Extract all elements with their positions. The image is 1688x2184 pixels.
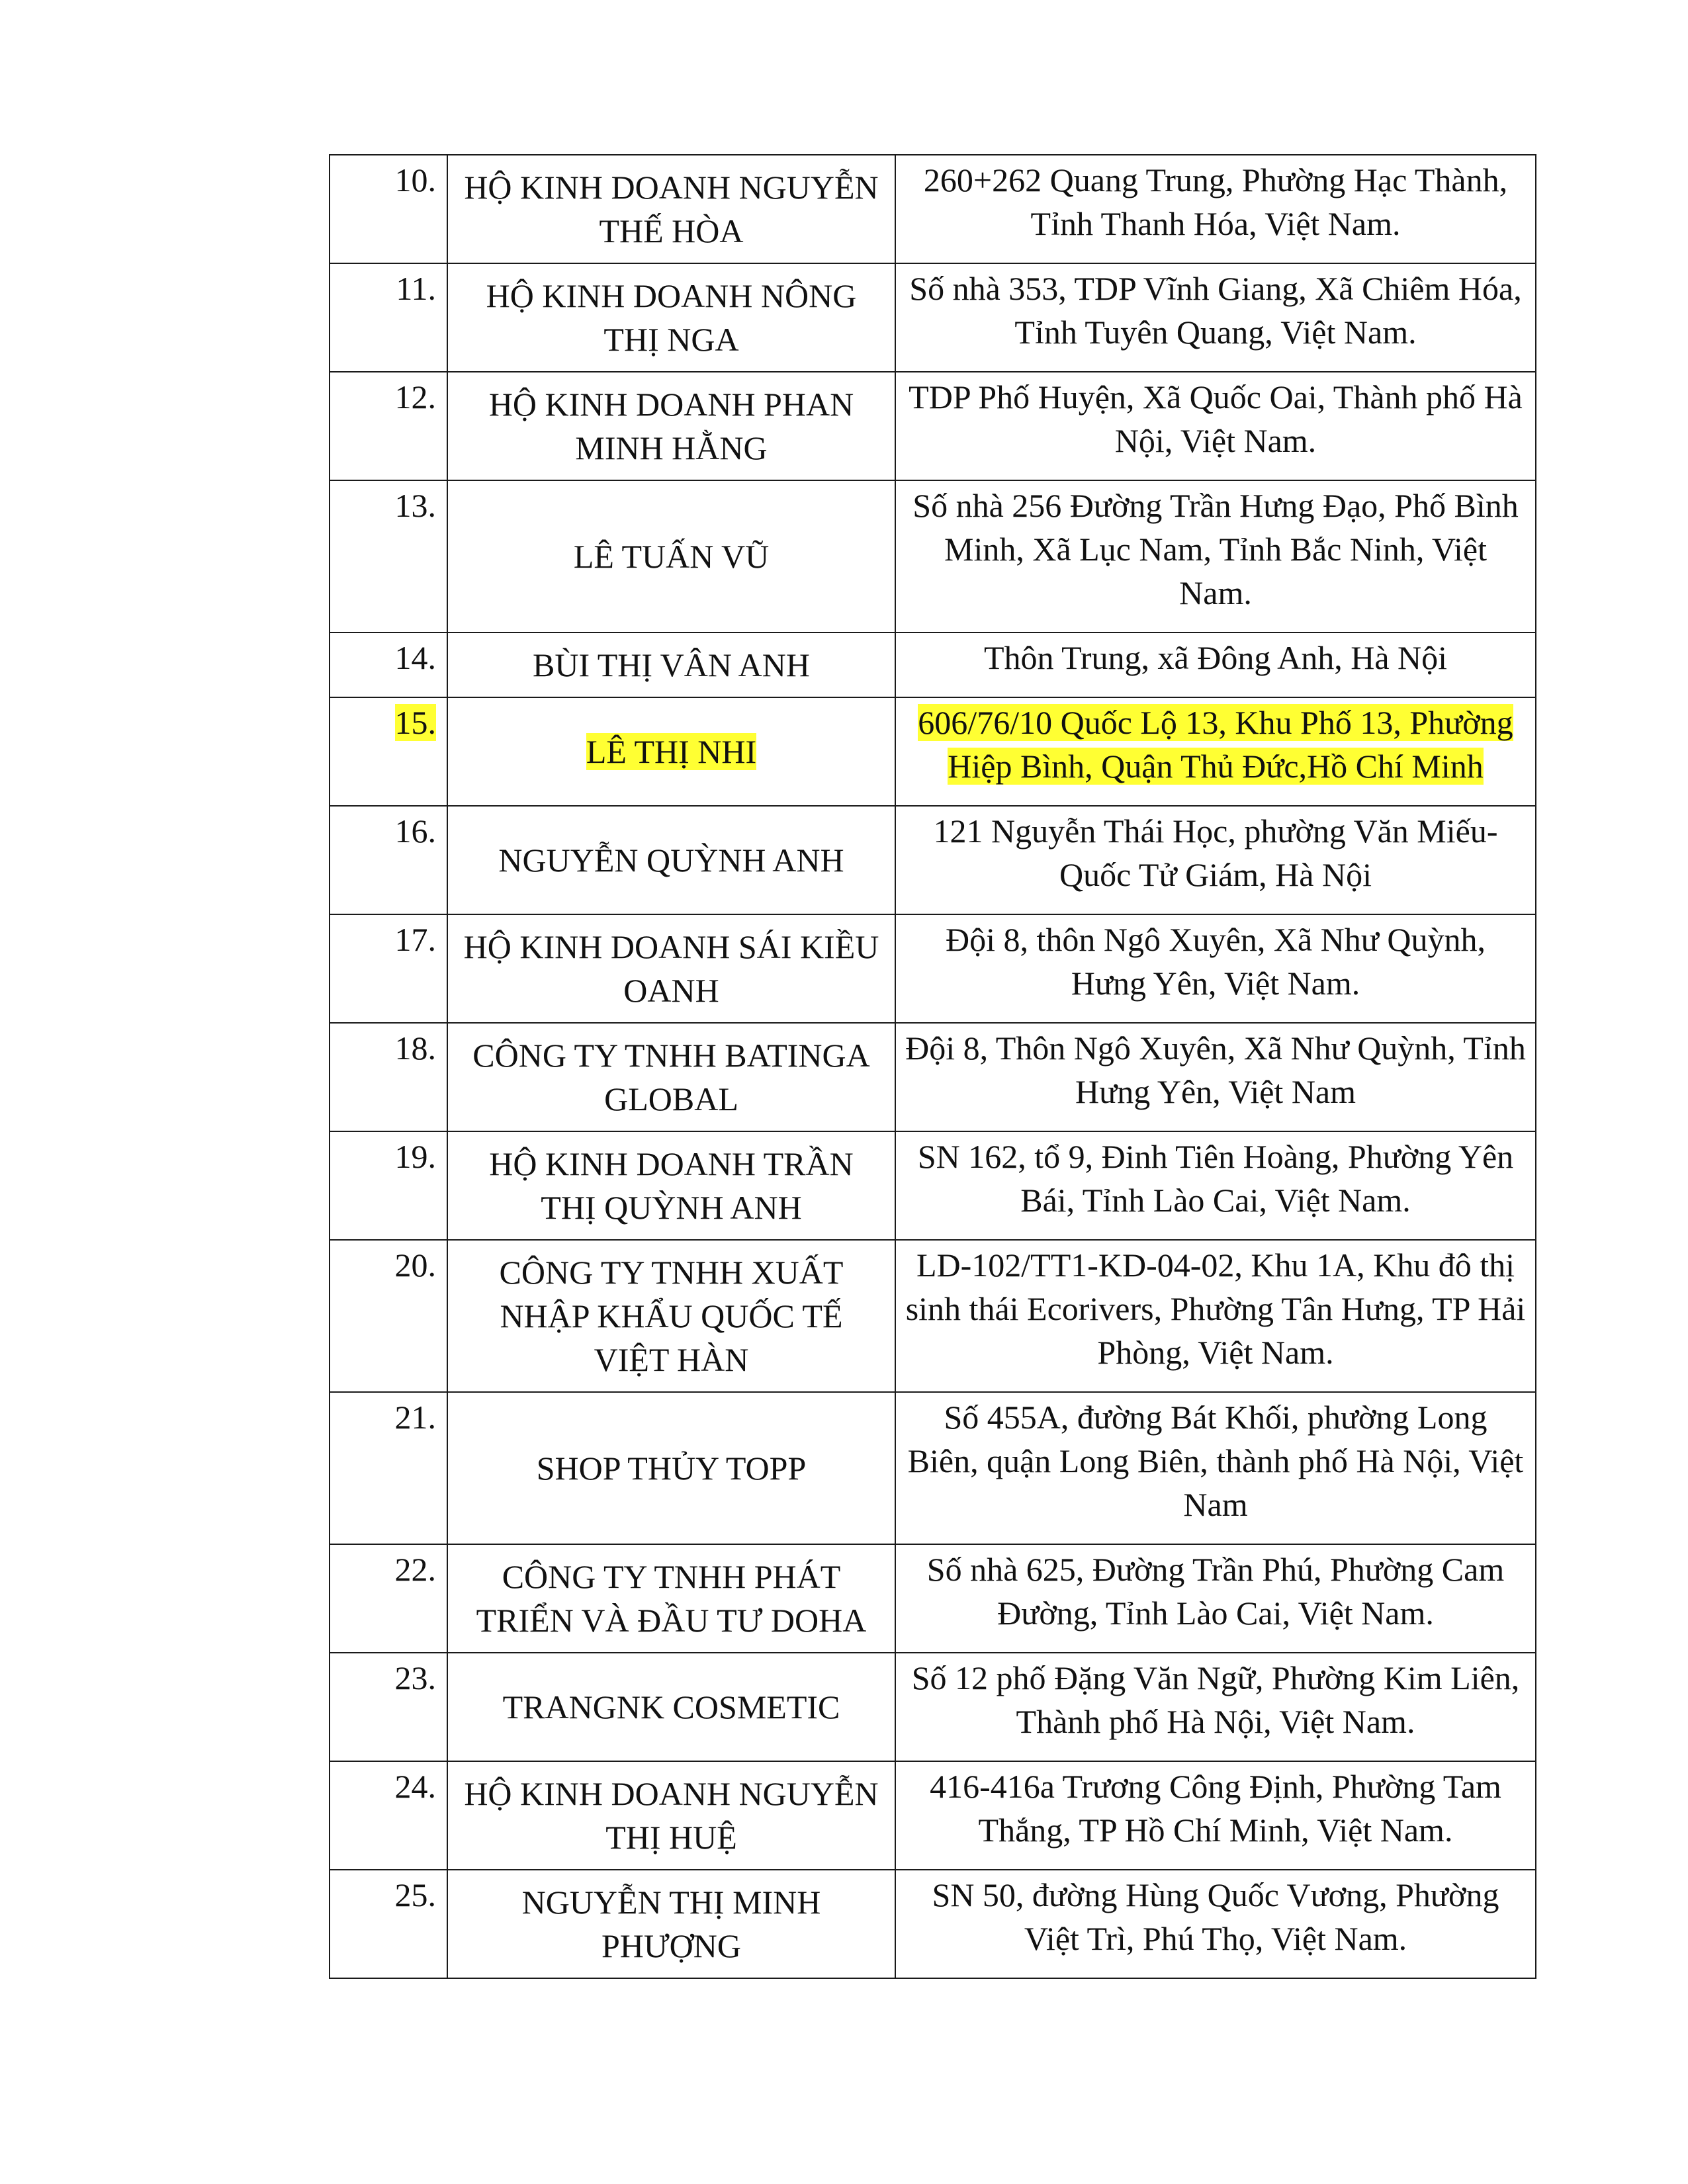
row-number: 11. (396, 270, 436, 307)
business-name-cell (447, 914, 895, 1023)
table-row (330, 633, 1536, 697)
business-address: Đội 8, thôn Ngô Xuyên, Xã Như Quỳnh, Hưng Yên, Việt Nam. (946, 921, 1486, 1002)
business-address: LD-102/TT1-KD-04-02, Khu 1A, Khu đô thị sinh thái Ecorivers, Phường Tân Hưng, TP Hải Phòng, Việt Nam. (905, 1246, 1526, 1371)
row-number: 14. (394, 639, 436, 676)
business-address: Số nhà 256 Đường Trần Hưng Đạo, Phố Bình Minh, Xã Lục Nam, Tỉnh Bắc Ninh, Việt Nam. (912, 487, 1519, 611)
address-cell (895, 1392, 1536, 1544)
business-name-cell (447, 1761, 895, 1870)
business-name-cell (447, 1653, 895, 1761)
row-number: 22. (394, 1551, 436, 1588)
row-number: 21. (394, 1399, 436, 1436)
business-address: TDP Phố Huyện, Xã Quốc Oai, Thành phố Hà Nội, Việt Nam. (909, 378, 1523, 459)
business-address: Đội 8, Thôn Ngô Xuyên, Xã Như Quỳnh, Tỉnh Hưng Yên, Việt Nam (905, 1029, 1526, 1110)
table-row (330, 1653, 1536, 1761)
row-number-cell (330, 1544, 447, 1653)
business-name: CÔNG TY TNHH BATINGA GLOBAL (472, 1037, 870, 1117)
row-number: 17. (394, 921, 436, 958)
row-number-cell (330, 263, 447, 372)
row-number: 18. (394, 1029, 436, 1067)
row-number: 25. (394, 1876, 436, 1913)
row-number-cell (330, 372, 447, 480)
business-name: HỘ KINH DOANH TRẦN THỊ QUỲNH ANH (489, 1145, 854, 1226)
row-number-cell (330, 697, 447, 806)
business-name-cell (447, 1392, 895, 1544)
business-name: CÔNG TY TNHH PHÁT TRIỂN VÀ ĐẦU TƯ DOHA (476, 1558, 867, 1639)
row-number: 24. (394, 1768, 436, 1805)
address-cell (895, 1870, 1536, 1978)
store-list-table (329, 154, 1536, 1979)
business-address: Số nhà 625, Đường Trần Phú, Phường Cam Đường, Tỉnh Lào Cai, Việt Nam. (926, 1551, 1505, 1632)
business-address: 260+262 Quang Trung, Phường Hạc Thành, Tỉnh Thanh Hóa, Việt Nam. (923, 161, 1508, 242)
table-row (330, 697, 1536, 806)
business-name-cell (447, 1544, 895, 1653)
business-name-cell (447, 155, 895, 263)
business-address: 606/76/10 Quốc Lộ 13, Khu Phố 13, Phường Hiệp Bình, Quận Thủ Đức,Hồ Chí Minh (918, 704, 1513, 785)
table-row (330, 1544, 1536, 1653)
row-number-cell (330, 914, 447, 1023)
address-cell (895, 1761, 1536, 1870)
row-number: 20. (394, 1246, 436, 1284)
business-name-cell (447, 263, 895, 372)
address-cell (895, 1023, 1536, 1131)
row-number-cell (330, 806, 447, 914)
row-number-cell (330, 155, 447, 263)
business-address: 416-416a Trương Công Định, Phường Tam Thắng, TP Hồ Chí Minh, Việt Nam. (930, 1768, 1501, 1849)
business-name-cell (447, 480, 895, 633)
business-name: HỘ KINH DOANH NGUYỄN THỊ HUỆ (464, 1775, 879, 1856)
business-name-cell (447, 633, 895, 697)
row-number: 13. (394, 487, 436, 524)
business-name: NGUYỄN QUỲNH ANH (498, 842, 844, 879)
row-number-cell (330, 1131, 447, 1240)
table-row (330, 1131, 1536, 1240)
business-name: LÊ THỊ NHI (586, 733, 757, 770)
table-row (330, 806, 1536, 914)
business-name-cell (447, 1870, 895, 1978)
row-number-cell (330, 1761, 447, 1870)
business-name: HỘ KINH DOANH NGUYỄN THẾ HÒA (464, 169, 879, 249)
business-name: HỘ KINH DOANH PHAN MINH HẰNG (488, 386, 854, 466)
business-name: HỘ KINH DOANH NÔNG THỊ NGA (486, 277, 857, 358)
table-row (330, 155, 1536, 263)
row-number-cell (330, 1240, 447, 1392)
address-cell (895, 1131, 1536, 1240)
row-number: 19. (394, 1138, 436, 1175)
business-name-cell (447, 372, 895, 480)
business-address: Số 12 phố Đặng Văn Ngữ, Phường Kim Liên, Thành phố Hà Nội, Việt Nam. (911, 1659, 1520, 1740)
address-cell (895, 480, 1536, 633)
row-number: 23. (394, 1659, 436, 1696)
business-name-cell (447, 1240, 895, 1392)
row-number: 12. (394, 378, 436, 415)
business-address: Số 455A, đường Bát Khối, phường Long Biên, quận Long Biên, thành phố Hà Nội, Việt Nam (907, 1399, 1524, 1523)
business-name: SHOP THỦY TOPP (536, 1450, 807, 1487)
row-number-cell (330, 633, 447, 697)
business-name: TRANGNK COSMETIC (502, 1688, 840, 1725)
table-body (330, 155, 1536, 1978)
business-name: HỘ KINH DOANH SÁI KIỀU OANH (463, 928, 879, 1009)
address-cell (895, 697, 1536, 806)
row-number-cell (330, 1653, 447, 1761)
table-row (330, 480, 1536, 633)
row-number-cell (330, 1870, 447, 1978)
address-cell (895, 1653, 1536, 1761)
row-number: 15. (394, 704, 436, 741)
business-address: 121 Nguyễn Thái Học, phường Văn Miếu- Quốc Tử Giám, Hà Nội (933, 812, 1498, 893)
table-row (330, 1870, 1536, 1978)
table-row (330, 372, 1536, 480)
row-number-cell (330, 1392, 447, 1544)
address-cell (895, 806, 1536, 914)
business-address: Số nhà 353, TDP Vĩnh Giang, Xã Chiêm Hóa, Tỉnh Tuyên Quang, Việt Nam. (909, 270, 1522, 351)
address-cell (895, 372, 1536, 480)
address-cell (895, 155, 1536, 263)
address-cell (895, 1544, 1536, 1653)
business-name: BÙI THỊ VÂN ANH (533, 646, 810, 683)
row-number: 16. (394, 812, 436, 850)
table-row (330, 1023, 1536, 1131)
business-address: Thôn Trung, xã Đông Anh, Hà Nội (983, 639, 1448, 676)
business-address: SN 162, tổ 9, Đinh Tiên Hoàng, Phường Yên Bái, Tỉnh Lào Cai, Việt Nam. (917, 1138, 1514, 1219)
business-name-cell (447, 697, 895, 806)
table-row (330, 1761, 1536, 1870)
table-row (330, 1392, 1536, 1544)
business-name-cell (447, 1131, 895, 1240)
table-row (330, 263, 1536, 372)
table-row (330, 914, 1536, 1023)
row-number-cell (330, 1023, 447, 1131)
row-number: 10. (394, 161, 436, 198)
address-cell (895, 263, 1536, 372)
business-name-cell (447, 806, 895, 914)
address-cell (895, 914, 1536, 1023)
row-number-cell (330, 480, 447, 633)
business-name: LÊ TUẤN VŨ (573, 538, 770, 575)
business-address: SN 50, đường Hùng Quốc Vương, Phường Việt Trì, Phú Thọ, Việt Nam. (932, 1876, 1499, 1957)
table-row (330, 1240, 1536, 1392)
address-cell (895, 633, 1536, 697)
address-cell (895, 1240, 1536, 1392)
business-name: CÔNG TY TNHH XUẤT NHẬP KHẨU QUỐC TẾ VIỆT HÀN (499, 1254, 844, 1378)
business-name-cell (447, 1023, 895, 1131)
business-name: NGUYỄN THỊ MINH PHƯỢNG (521, 1884, 821, 1964)
